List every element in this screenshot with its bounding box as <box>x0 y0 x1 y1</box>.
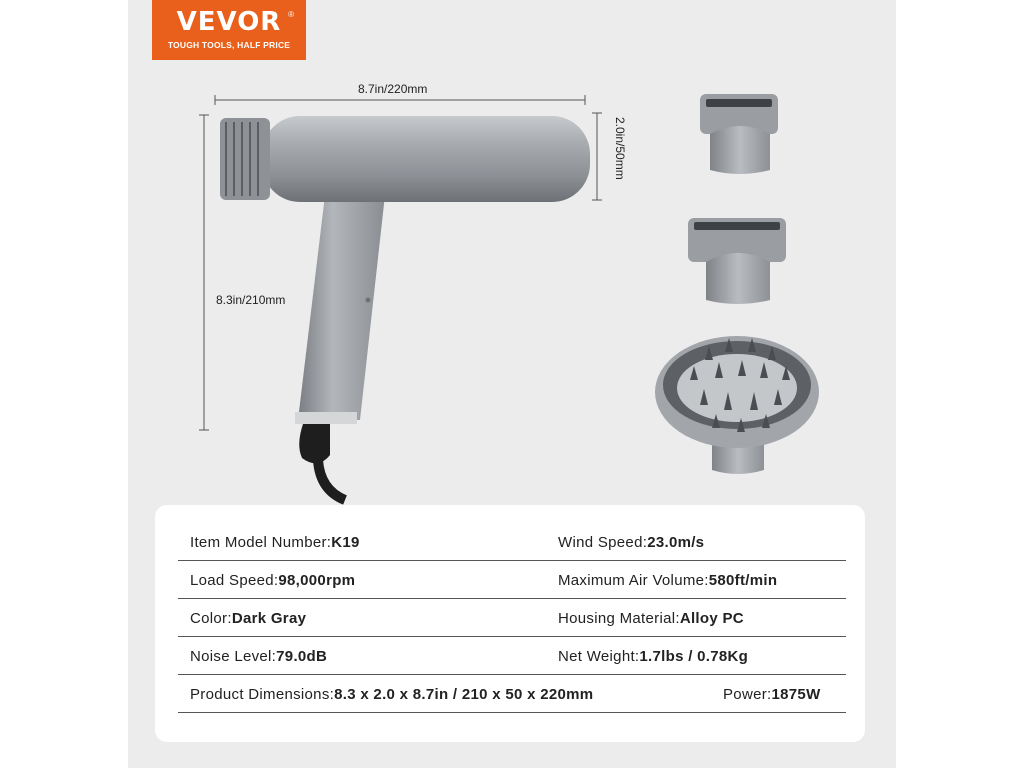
concentrator-nozzle-narrow <box>700 94 778 174</box>
spec-label: Net Weight: <box>558 648 640 665</box>
spec-item <box>723 686 821 703</box>
spec-value: 8.3 x 2.0 x 8.7in / 210 x 50 x 220mm <box>334 686 594 703</box>
spec-item <box>190 686 593 703</box>
spec-label: Item Model Number: <box>190 534 332 551</box>
spec-value: Dark Gray <box>231 610 307 627</box>
spec-row <box>178 522 846 561</box>
spec-item <box>558 572 777 589</box>
spec-label: Power: <box>723 686 772 703</box>
dryer-barrel <box>262 116 590 202</box>
concentrator-nozzle-wide <box>688 218 786 304</box>
hair-dryer <box>220 116 590 500</box>
brand-tagline: TOUGH TOOLS, HALF PRICE <box>167 40 291 50</box>
spec-label: Wind Speed: <box>558 534 648 551</box>
spec-row <box>178 636 846 675</box>
brand-registered-mark: ® <box>288 10 294 19</box>
spec-value: 98,000rpm <box>278 572 356 589</box>
spec-item <box>190 534 360 551</box>
spec-value: 1.7lbs / 0.78Kg <box>639 648 749 665</box>
spec-value: 79.0dB <box>276 648 328 665</box>
spec-item <box>558 534 704 551</box>
control-button <box>366 298 371 303</box>
spec-row <box>178 674 846 713</box>
spec-item <box>558 610 744 627</box>
spec-row <box>178 598 846 637</box>
dimension-length-label: 8.7in/220mm <box>358 82 428 96</box>
spec-value: K19 <box>331 534 360 551</box>
spec-item <box>190 648 327 665</box>
spec-label: Maximum Air Volume: <box>558 572 709 589</box>
spec-item <box>190 610 306 627</box>
spec-label: Load Speed: <box>190 572 279 589</box>
dimension-height-label: 2.0in/50mm <box>613 117 627 180</box>
spec-value: Alloy PC <box>679 610 744 627</box>
spec-row <box>178 560 846 599</box>
spec-value: 1875W <box>771 686 821 703</box>
specifications-table <box>155 505 865 742</box>
power-cord <box>318 460 345 500</box>
spec-item <box>558 648 748 665</box>
brand-name: VEVOR <box>176 7 282 37</box>
spec-label: Housing Material: <box>558 610 680 627</box>
spec-value: 580ft/min <box>708 572 778 589</box>
dryer-handle <box>298 195 385 420</box>
spec-label: Product Dimensions: <box>190 686 335 703</box>
spec-value: 23.0m/s <box>647 534 705 551</box>
spec-label: Noise Level: <box>190 648 277 665</box>
air-intake-grille <box>220 118 270 200</box>
spec-label: Color: <box>190 610 232 627</box>
cord-strain-relief <box>299 424 330 463</box>
spec-item <box>190 572 355 589</box>
dimension-handle-label: 8.3in/210mm <box>216 293 286 307</box>
diffuser <box>655 336 819 474</box>
